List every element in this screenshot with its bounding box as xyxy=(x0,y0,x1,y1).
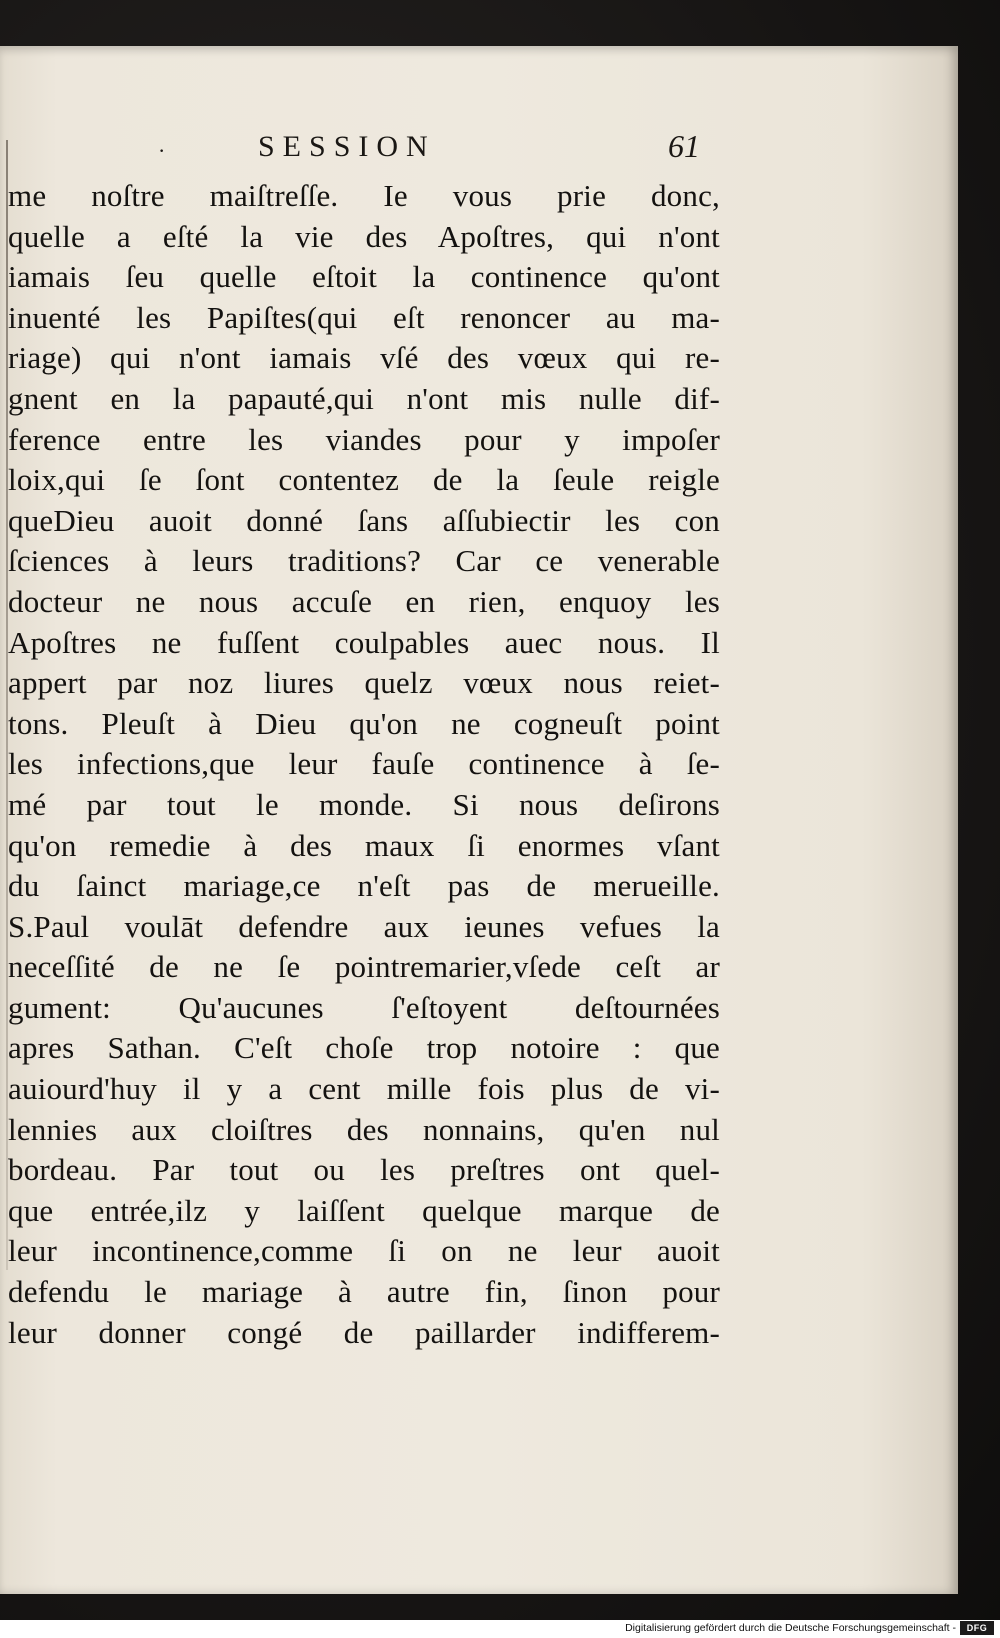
running-head xyxy=(8,130,720,176)
text-line: Apoſtres ne fuſſent coulpables auec nous. Il xyxy=(8,624,720,660)
book-page xyxy=(0,46,958,1594)
running-head-title: SESSION xyxy=(258,130,436,163)
text-line: que entrée,ilz y laiſſent quelque marque de xyxy=(8,1192,720,1228)
dfg-logo: DFG xyxy=(960,1621,994,1635)
text-line: defendu le mariage à autre fin, ſinon pour xyxy=(8,1274,720,1310)
funding-credit: Digitalisierung gefördert durch die Deutsche Forschungsgemeinschaft - xyxy=(625,1622,956,1634)
text-line: iamais ſeu quelle eſtoit la continence qu'ont xyxy=(8,259,720,295)
body-text xyxy=(8,176,720,1353)
text-line: qu'on remedie à des maux ſi enormes vſant xyxy=(8,827,720,863)
running-head-dot: · xyxy=(158,138,166,163)
text-line: ference entre les viandes pour y impoſer xyxy=(8,421,720,457)
text-line: loix,qui ſe ſont contentez de la ſeule reigle xyxy=(8,462,720,498)
text-line: queDieu auoit donné ſans aſſubiectir les con xyxy=(8,502,720,538)
text-line: apres Sathan. C'eſt choſe trop notoire : que xyxy=(8,1030,720,1066)
text-line: neceſſité de ne ſe pointremarier,vſede ceſt ar xyxy=(8,949,720,985)
text-line: les infections,que leur fauſe continence à ſe- xyxy=(8,746,720,782)
text-line: appert par noz liures quelz vœux nous reiet- xyxy=(8,665,720,701)
text-line: bordeau. Par tout ou les preſtres ont quel- xyxy=(8,1152,720,1188)
text-line: auiourd'huy il y a cent mille fois plus de vi- xyxy=(8,1071,720,1107)
text-line: mé par tout le monde. Si nous deſirons xyxy=(8,786,720,822)
text-line: docteur ne nous accuſe en rien, enquoy les xyxy=(8,583,720,619)
text-line: gnent en la papauté,qui n'ont mis nulle dif- xyxy=(8,380,720,416)
text-line: riage) qui n'ont iamais vſé des vœux qui re- xyxy=(8,340,720,376)
text-line: lennies aux cloiſtres des nonnains, qu'en nul xyxy=(8,1111,720,1147)
text-line: tons. Pleuſt à Dieu qu'on ne cogneuſt point xyxy=(8,705,720,741)
text-line: S.Paul voulāt defendre aux ieunes vefues la xyxy=(8,908,720,944)
text-line: ſciences à leurs traditions? Car ce venerable xyxy=(8,543,720,579)
page-number: 61 xyxy=(668,128,700,164)
text-line: inuenté les Papiſtes(qui eſt renoncer au ma- xyxy=(8,299,720,335)
text-line: leur incontinence,comme ſi on ne leur auoit xyxy=(8,1233,720,1269)
text-line: leur donner congé de paillarder indifferem- xyxy=(8,1314,720,1350)
text-line: du ſainct mariage,ce n'eſt pas de merueille. xyxy=(8,868,720,904)
text-line: quelle a eſté la vie des Apoſtres, qui n'ont xyxy=(8,218,720,254)
text-line: gument: Qu'aucunes ſ'eſtoyent deſtournées xyxy=(8,989,720,1025)
text-line: me noſtre maiſtreſſe. Ie vous prie donc, xyxy=(8,178,720,213)
page-content xyxy=(8,130,720,1353)
